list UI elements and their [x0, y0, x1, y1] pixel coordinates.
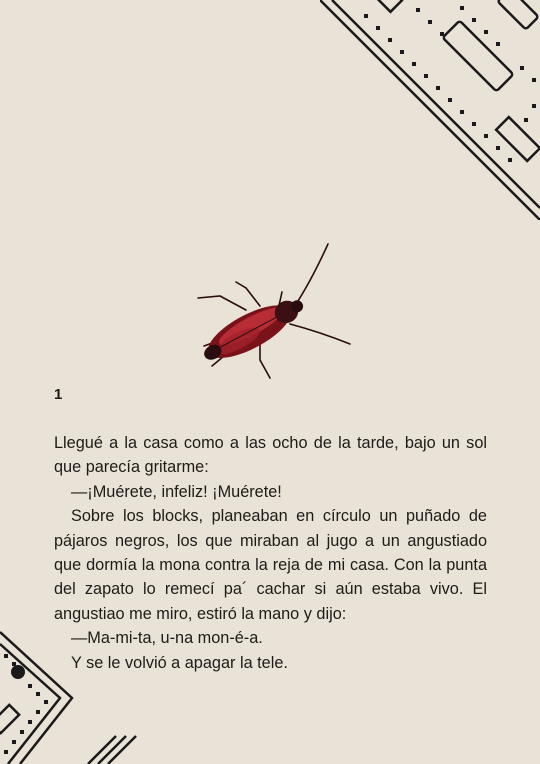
story-paragraph: —¡Muérete, infeliz! ¡Muérete!	[71, 482, 282, 501]
story-paragraph: Y se le volvió a apagar la tele.	[71, 653, 288, 672]
chapter-number: 1	[54, 386, 63, 403]
story-paragraph: Sobre los blocks, planeaban en círculo un puñado de pájaros negros, los que miraban al jugo a un angustiado que dormía la mona contra la reja de mi casa. Con la punta del zapato lo remecí pa´ cachar si aún estaba vivo. El angustiao me miro, estiró la mano y dijo:	[54, 507, 487, 623]
story-text	[54, 431, 487, 675]
story-paragraph: —Ma-mi-ta, u-na mon-é-a.	[71, 629, 263, 648]
maze-decoration-top-right	[320, 0, 540, 220]
cockroach-illustration	[190, 238, 360, 388]
story-paragraph: Llegué a la casa como a las ocho de la tarde, bajo un sol que parecía gritarme:	[54, 434, 487, 477]
